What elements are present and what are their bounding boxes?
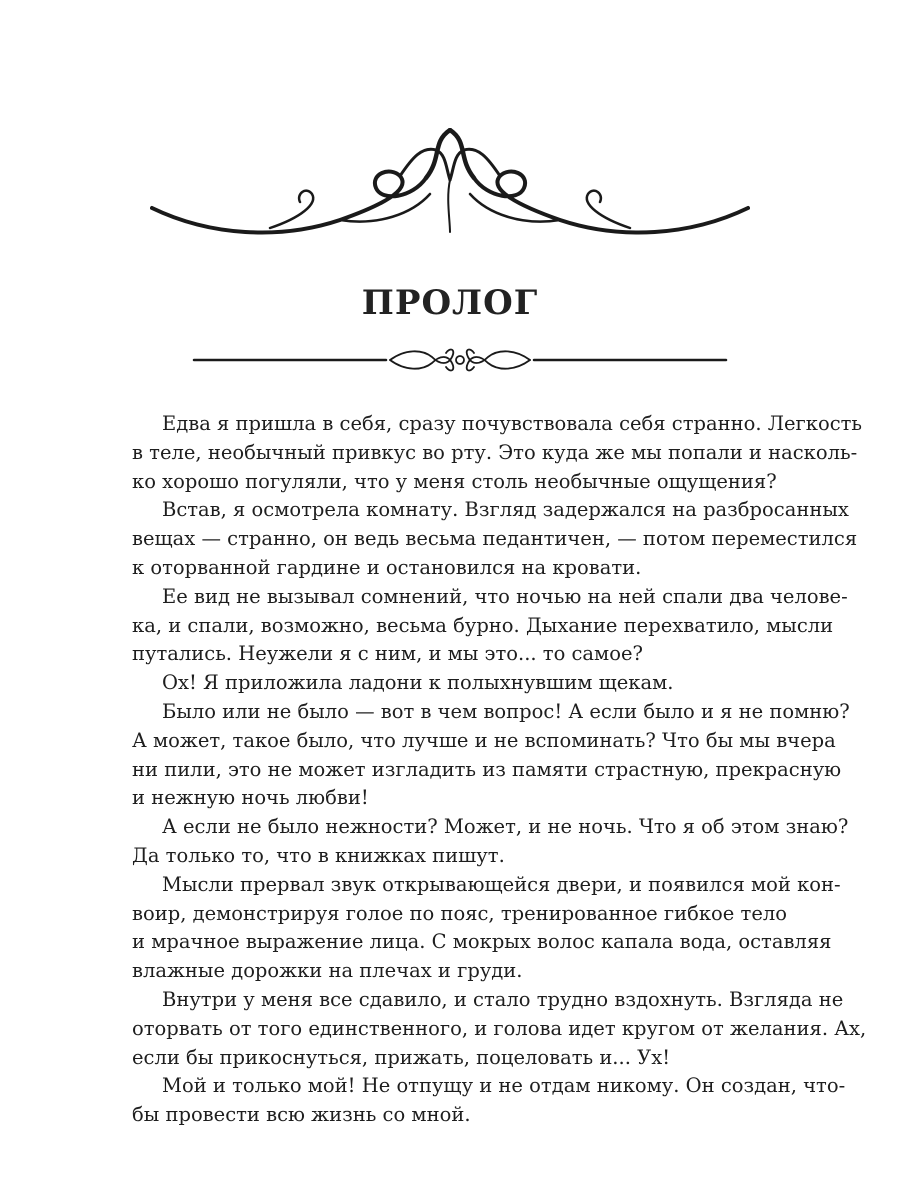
text-line: Было или не было — вот в чем вопрос! А если было и я не помню? (162, 699, 850, 723)
line-divider-ornament (190, 343, 730, 377)
text-line: путались. Неужели я с ним, и мы это... то самое? (132, 642, 643, 666)
text-line: ни пили, это не может изгладить из памяти страстную, прекрасную (132, 757, 842, 781)
text-line: Внутри у меня все сдавило, и стало трудно вздохнуть. Взгляда не (162, 987, 844, 1011)
text-line: ко хорошо погуляли, что у меня столь необычные ощущения? (132, 469, 777, 493)
text-line: Да только то, что в книжках пишут. (132, 843, 505, 867)
text-line: влажные дорожки на плечах и груди. (132, 959, 523, 983)
text-line: Встав, я осмотрела комнату. Взгляд задержался на разбросанных (162, 498, 849, 522)
text-line: если бы прикоснуться, прижать, поцеловать и... Ух! (132, 1045, 671, 1069)
text-line: Мысли прервал звук открывающейся двери, и появился мой кон- (162, 872, 841, 896)
text-line: Ох! Я приложила ладони к полыхнувшим щекам. (162, 671, 674, 695)
text-line: Мой и только мой! Не отпущу и не отдам никому. Он создан, что- (162, 1074, 846, 1098)
text-line: Ее вид не вызывал сомнений, что ночью на ней спали два челове- (162, 584, 848, 608)
text-line: и нежную ночь любви! (132, 786, 369, 810)
prologue-text (132, 410, 867, 1130)
text-line: к оторванной гардине и остановился на кровати. (132, 555, 642, 579)
text-line: ка, и спали, возможно, весьма бурно. Дыхание перехватило, мысли (132, 613, 834, 637)
text-line: и мрачное выражение лица. С мокрых волос капала вода, оставляя (132, 930, 832, 954)
text-line: А может, такое было, что лучше и не вспоминать? Что бы мы вчера (132, 728, 836, 752)
text-line: А если не было нежности? Может, и не ночь. Что я об этом знаю? (162, 815, 849, 839)
text-line: в теле, необычный привкус во рту. Это куда же мы попали и насколь- (132, 440, 858, 464)
flourish-ornament (150, 128, 750, 248)
text-line: вещах — странно, он ведь весьма педантичен, — потом переместился (132, 527, 858, 551)
text-line: оторвать от того единственного, и голова идет кругом от желания. Ах, (132, 1016, 867, 1040)
text-line: Едва я пришла в себя, сразу почувствовала себя странно. Легкость (162, 412, 863, 435)
chapter-title: ПРОЛОГ (361, 283, 539, 323)
text-line: бы провести всю жизнь со мной. (132, 1103, 471, 1127)
text-line: воир, демонстрируя голое по пояс, тренированное гибкое тело (132, 901, 787, 925)
